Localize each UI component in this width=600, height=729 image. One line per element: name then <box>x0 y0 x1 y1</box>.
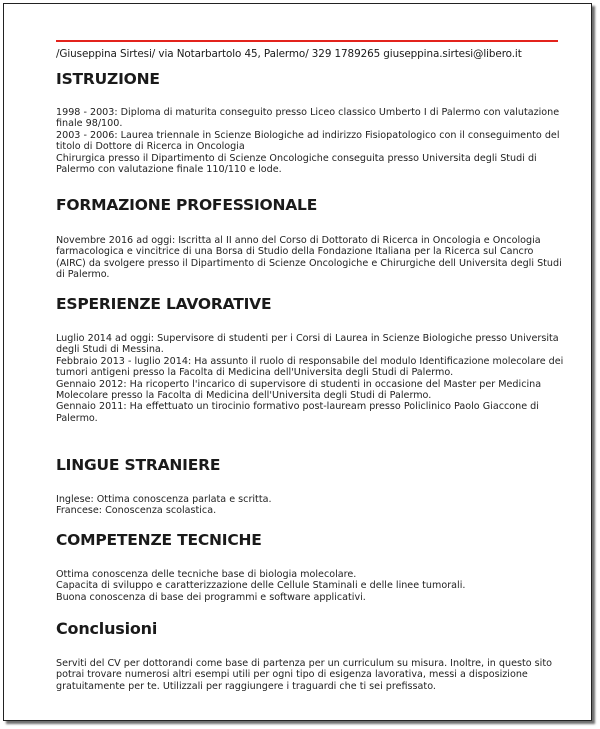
section-body <box>56 494 566 517</box>
section-line: Novembre 2016 ad oggi: Iscritta al II anno del Corso di Dottorato di Ricerca in Oncologia e Oncologia farmacologica e vincitrice di una Borsa di Studio della Fondazione Italiana per la Ricerca sul Cancro (AIRC) da svolgere presso il Dipartimento di Scienze Oncologiche e Chirurgiche dell Universita degli Studi di Palermo. <box>56 235 562 281</box>
section-title: COMPETENZE TECNICHE <box>56 531 262 549</box>
section-title: Conclusioni <box>56 619 158 638</box>
section-title: ESPERIENZE LAVORATIVE <box>56 295 272 313</box>
section-body <box>56 107 566 175</box>
resume-page <box>3 3 592 721</box>
section-title: FORMAZIONE PROFESSIONALE <box>56 196 318 214</box>
section-line: Capacita di sviluppo e caratterizzazione delle Cellule Staminali e delle linee tumorali. <box>56 580 466 592</box>
section-title: LINGUE STRANIERE <box>56 456 221 474</box>
section-formazione <box>56 196 566 281</box>
section-body <box>56 333 566 424</box>
section-line: Buona conoscenza di base dei programmi e software applicativi. <box>56 591 366 603</box>
section-body <box>56 658 566 692</box>
section-body <box>56 569 566 603</box>
section-line: Chirurgica presso il Dipartimento di Scienze Oncologiche conseguita presso Universita degli Studi di Palermo con valutazione finale 110/110 e lode. <box>56 152 537 176</box>
section-esperienze <box>56 295 566 424</box>
section-line: Inglese: Ottima conoscenza parlata e scritta. <box>56 494 272 505</box>
section-line: Gennaio 2011: Ha effettuato un tirocinio formativo post-lauream presso Policlinico Paolo Giaccone di Palermo. <box>56 401 539 424</box>
section-line: Serviti del CV per dottorandi come base di partenza per un curriculum su misura. Inoltre, in questo sito potrai trovare numerosi altri esempi utili per ogni tipo di esigenza lavorativa, messi a disposizione gratuitamente per te. Utilizzali per raggiungere i traguardi che ti sei prefissato. <box>56 658 552 692</box>
section-line: Francese: Conoscenza scolastica. <box>56 505 217 517</box>
contact-line: /Giuseppina Sirtesi/ via Notarbartolo 45, Palermo/ 329 1789265 giuseppina.sirtesi@libero.it <box>56 48 522 60</box>
section-competenze <box>56 531 566 603</box>
section-line: Luglio 2014 ad oggi: Supervisore di studenti per i Corsi di Laurea in Scienze Biologiche presso Universita degli Studi di Messina. <box>56 333 559 356</box>
section-lingue <box>56 456 566 517</box>
section-title: ISTRUZIONE <box>56 70 160 88</box>
header-accent-line <box>56 40 558 42</box>
section-line: Ottima conoscenza delle tecniche base di biologia molecolare. <box>56 569 357 580</box>
section-line: 2003 - 2006: Laurea triennale in Scienze Biologiche ad indirizzo Fisiopatologico con il conseguimento del titolo di Dottore di Ricerca in Oncologia <box>56 129 560 153</box>
section-line: Gennaio 2012: Ha ricoperto l'incarico di supervisore di studenti in occasione del Master per Medicina Molecolare presso la Facolta di Medicina dell'Universita degli Studi di Palermo. <box>56 378 542 402</box>
section-body <box>56 235 566 281</box>
section-line: Febbraio 2013 - luglio 2014: Ha assunto il ruolo di responsabile del modulo Identificazione molecolare dei tumori antigeni presso la Facolta di Medicina dell'Universita degli Studi di Palermo. <box>56 355 564 379</box>
section-istruzione <box>56 70 566 175</box>
section-line: 1998 - 2003: Diploma di maturita conseguito presso Liceo classico Umberto I di Palermo con valutazione finale 98/100. <box>56 107 560 130</box>
section-conclusioni <box>56 619 566 692</box>
